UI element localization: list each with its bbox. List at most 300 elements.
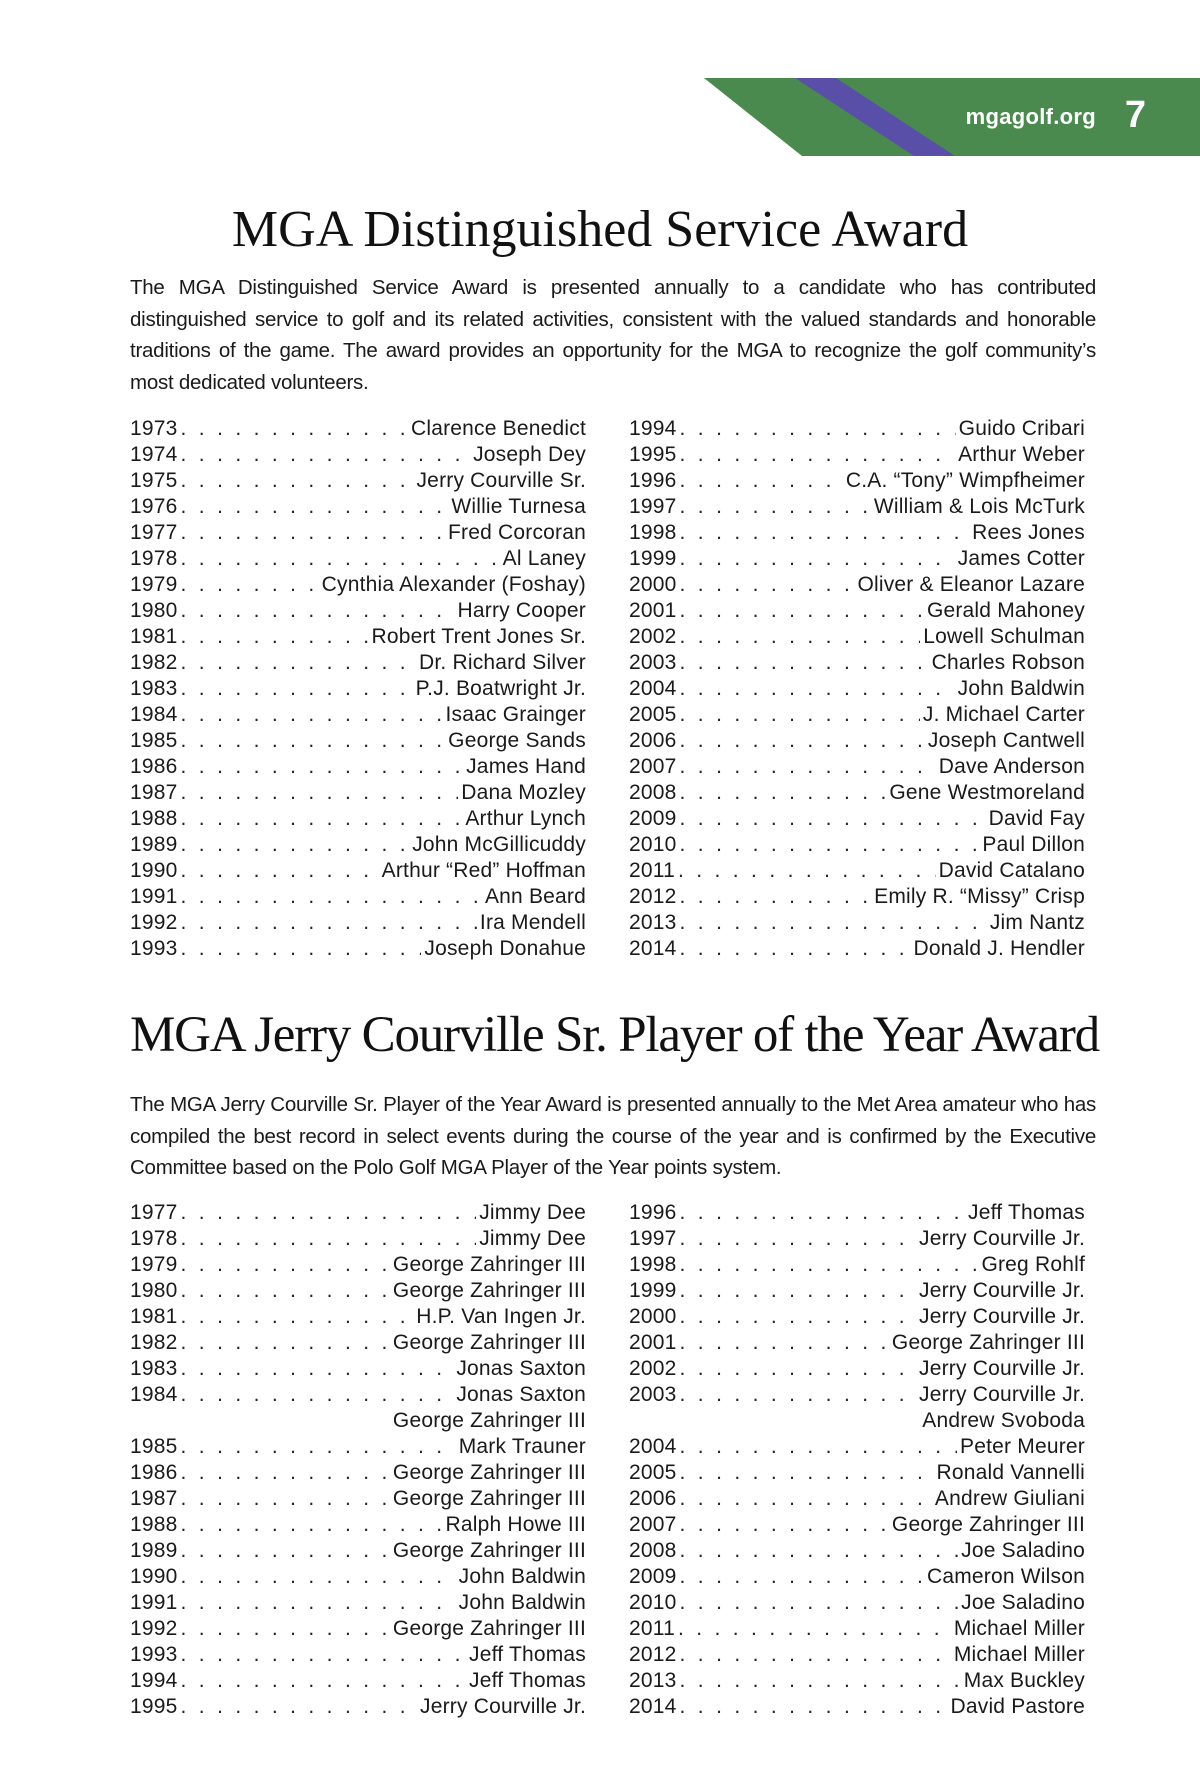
award-year: 1999: [629, 1279, 677, 1302]
list-item: [130, 832, 586, 858]
award-recipient: Jonas Saxton: [456, 1357, 586, 1380]
award-recipient: Clarence Benedict: [411, 417, 586, 440]
award-recipient: Arthur “Red” Hoffman: [381, 859, 586, 882]
award-year: 2002: [629, 625, 677, 648]
dot-leader: [680, 1590, 959, 1616]
dot-leader: [181, 1200, 477, 1226]
list-item: [629, 650, 1085, 676]
list-item: [629, 520, 1085, 546]
award-recipient: John Baldwin: [458, 1591, 586, 1614]
dot-leader: [680, 494, 871, 520]
list-item: [629, 1356, 1085, 1382]
list-item: [629, 442, 1085, 468]
list-item: [130, 1382, 586, 1408]
award-recipient: Jerry Courville Sr.: [416, 469, 586, 492]
award-year: 1973: [130, 417, 178, 440]
list-item: [629, 1434, 1085, 1460]
award-year: 1981: [130, 625, 178, 648]
award-year: 1994: [629, 417, 677, 440]
dot-leader: [680, 1252, 979, 1278]
award-year: 1975: [130, 469, 178, 492]
dot-leader: [680, 806, 986, 832]
list-item: [130, 650, 586, 676]
award-year: 2000: [629, 573, 677, 596]
list-item: [629, 1382, 1085, 1408]
list-item: [629, 1304, 1085, 1330]
award-year: 1988: [130, 807, 178, 830]
dot-leader: [181, 416, 408, 442]
list-item: [130, 1460, 586, 1486]
award-year: 2007: [629, 755, 677, 778]
list-item: [629, 780, 1085, 806]
dot-leader: [680, 1460, 934, 1486]
award-recipient: James Hand: [466, 755, 586, 778]
award-recipient: Cameron Wilson: [926, 1565, 1085, 1588]
dot-leader: [181, 650, 416, 676]
award-recipient: P.J. Boatwright Jr.: [415, 677, 586, 700]
award-recipient: George Sands: [448, 729, 586, 752]
dot-leader: [181, 1434, 456, 1460]
dot-leader: [680, 1564, 924, 1590]
award-recipient: Ralph Howe III: [445, 1513, 586, 1536]
award-year: 1982: [130, 1331, 178, 1354]
dot-leader: [181, 442, 471, 468]
award-recipient: George Zahringer III: [392, 1279, 586, 1302]
dot-leader: [680, 650, 929, 676]
dot-leader: [181, 572, 319, 598]
dot-leader: [680, 1486, 932, 1512]
list-item: [130, 1252, 586, 1278]
list-item: [629, 1330, 1085, 1356]
award-year: 1998: [629, 1253, 677, 1276]
list-item: [130, 910, 586, 936]
dot-leader: [181, 494, 449, 520]
award-recipient: Dana Mozley: [461, 781, 586, 804]
award-recipient: Ronald Vannelli: [936, 1461, 1085, 1484]
award-year: 2009: [629, 1565, 677, 1588]
award-recipient: Jeff Thomas: [968, 1201, 1085, 1224]
award-year: 2006: [629, 1487, 677, 1510]
award-year: 1999: [629, 547, 677, 570]
award-year: 1977: [130, 1201, 178, 1224]
award-year: 2011: [629, 1617, 675, 1640]
award-year: 1981: [130, 1305, 178, 1328]
award-recipient: Joseph Dey: [473, 443, 586, 466]
list-item: [130, 806, 586, 832]
dot-leader: [680, 1356, 916, 1382]
list-item: [130, 520, 586, 546]
award-recipient: Greg Rohlf: [981, 1253, 1085, 1276]
list-item: [629, 1512, 1085, 1538]
list-item: [130, 936, 586, 962]
list-item: [629, 624, 1085, 650]
award-recipient: Jimmy Dee: [479, 1201, 586, 1224]
award-recipient: Ira Mendell: [479, 911, 586, 934]
dot-leader: [181, 780, 459, 806]
award-year: 2013: [629, 1669, 677, 1692]
list-item: [130, 572, 586, 598]
award-year: 1976: [130, 495, 178, 518]
award-year: 1989: [130, 1539, 178, 1562]
award-year: 1994: [130, 1669, 178, 1692]
dot-leader: [181, 1486, 390, 1512]
award-year: 2005: [629, 1461, 677, 1484]
list-item: [130, 1616, 586, 1642]
award-year: 1990: [130, 859, 178, 882]
dot-leader: [181, 1694, 417, 1720]
dot-leader: [181, 520, 445, 546]
dot-leader: [181, 1330, 390, 1356]
list-item: [130, 1486, 586, 1512]
award-year: 2010: [629, 1591, 677, 1614]
award-year: 1979: [130, 573, 178, 596]
award-year: 2002: [629, 1357, 677, 1380]
award-year: 2009: [629, 807, 677, 830]
dot-leader: [680, 910, 987, 936]
list-item: [130, 1434, 586, 1460]
dot-leader: [181, 1460, 390, 1486]
award-year: 1986: [130, 755, 178, 778]
award-recipient: George Zahringer III: [392, 1331, 586, 1354]
dot-leader: [680, 1668, 961, 1694]
list-item: [629, 1590, 1085, 1616]
award-recipient: Jim Nantz: [989, 911, 1085, 934]
list-item: [629, 1226, 1085, 1252]
award-recipient: Max Buckley: [963, 1669, 1085, 1692]
dot-leader: [680, 728, 925, 754]
award-recipient: Michael Miller: [953, 1643, 1085, 1666]
award-recipient: Joseph Donahue: [424, 937, 586, 960]
award-year: 1995: [629, 443, 677, 466]
award-recipient: George Zahringer III: [392, 1409, 586, 1432]
award-recipient: Isaac Grainger: [445, 703, 586, 726]
dot-leader: [181, 1382, 454, 1408]
award-recipient: Al Laney: [502, 547, 586, 570]
list-item: [130, 884, 586, 910]
dot-leader: [680, 754, 936, 780]
award-year: 2004: [629, 1435, 677, 1458]
award-recipient: George Zahringer III: [392, 1461, 586, 1484]
dot-leader: [680, 1382, 916, 1408]
list-item: [130, 546, 586, 572]
list-item: [629, 572, 1085, 598]
list-item: [629, 416, 1085, 442]
award-recipient: John Baldwin: [458, 1565, 586, 1588]
list-item: [130, 1200, 586, 1226]
list-item: [130, 468, 586, 494]
award-year: 2001: [629, 1331, 677, 1354]
list-item: [130, 1278, 586, 1304]
award-recipient: Michael Miller: [953, 1617, 1085, 1640]
award-recipient: Andrew Giuliani: [934, 1487, 1085, 1510]
list-item: [130, 598, 586, 624]
dot-leader: [181, 624, 369, 650]
dot-leader: [678, 1616, 951, 1642]
list-item: [629, 728, 1085, 754]
award-year: 1990: [130, 1565, 178, 1588]
list-item: [629, 676, 1085, 702]
award-year: 1978: [130, 1227, 178, 1250]
list-item: [629, 1538, 1085, 1564]
section2-list-right: [629, 1200, 1085, 1720]
award-recipient: Donald J. Hendler: [913, 937, 1085, 960]
dot-leader: [680, 936, 911, 962]
section1-intro: The MGA Distinguished Service Award is presented annually to a candidate who has contributed distinguished service to golf and its related activities, consistent with the valued standards and honorable traditions of the game. The award provides an opportunity for the MGA to recognize the golf community’s most dedicated volunteers.: [130, 276, 1096, 394]
dot-leader: [680, 1226, 916, 1252]
list-item: [130, 1694, 586, 1720]
award-recipient: Peter Meurer: [960, 1435, 1085, 1458]
award-year: 1993: [130, 937, 178, 960]
award-recipient: Jerry Courville Jr.: [919, 1227, 1085, 1250]
list-item: [130, 728, 586, 754]
section1-list-right: [629, 416, 1085, 962]
dot-leader: [181, 1278, 390, 1304]
award-recipient: George Zahringer III: [392, 1539, 586, 1562]
dot-leader: [181, 728, 446, 754]
dot-leader: [680, 546, 955, 572]
award-year: 2003: [629, 651, 677, 674]
award-year: 1996: [629, 1201, 677, 1224]
award-year: 1992: [130, 1617, 178, 1640]
award-recipient: Charles Robson: [931, 651, 1085, 674]
award-year: 1998: [629, 521, 677, 544]
dot-leader: [181, 1356, 454, 1382]
dot-leader: [680, 1538, 959, 1564]
list-item: [130, 624, 586, 650]
award-recipient: Gerald Mahoney: [926, 599, 1085, 622]
award-year: 1993: [130, 1643, 178, 1666]
list-item: [629, 1408, 1085, 1434]
award-recipient: Jonas Saxton: [456, 1383, 586, 1406]
dot-leader: [680, 1642, 951, 1668]
award-recipient: Jerry Courville Jr.: [919, 1305, 1085, 1328]
list-item: [629, 1200, 1085, 1226]
section1-title: MGA Distinguished Service Award: [231, 201, 969, 258]
award-year: 2010: [629, 833, 677, 856]
list-item: [130, 1304, 586, 1330]
award-year: 1992: [130, 911, 178, 934]
dot-leader: [181, 1252, 390, 1278]
award-recipient: Jimmy Dee: [479, 1227, 586, 1250]
list-item: [130, 1642, 586, 1668]
dot-leader: [181, 1304, 414, 1330]
award-year: 2000: [629, 1305, 677, 1328]
list-item: [130, 1408, 586, 1434]
award-year: 1986: [130, 1461, 178, 1484]
list-item: [629, 1252, 1085, 1278]
dot-leader: [680, 1304, 916, 1330]
award-recipient: Arthur Lynch: [465, 807, 586, 830]
award-year: 1980: [130, 599, 178, 622]
list-item: [130, 780, 586, 806]
list-item: [130, 494, 586, 520]
list-item: [629, 1668, 1085, 1694]
dot-leader: [181, 858, 379, 884]
award-year: 1991: [130, 1591, 178, 1614]
award-recipient: George Zahringer III: [891, 1513, 1085, 1536]
dot-leader: [181, 1616, 390, 1642]
list-item: [629, 832, 1085, 858]
award-recipient: Robert Trent Jones Sr.: [371, 625, 586, 648]
award-recipient: Dave Anderson: [938, 755, 1085, 778]
dot-leader: [181, 1642, 466, 1668]
list-item: [130, 1564, 586, 1590]
award-recipient: Jeff Thomas: [469, 1643, 586, 1666]
list-item: [629, 546, 1085, 572]
list-item: [629, 598, 1085, 624]
section1-list-left: [130, 416, 586, 962]
award-recipient: Willie Turnesa: [451, 495, 586, 518]
dot-leader: [181, 702, 443, 728]
dot-leader: [181, 936, 422, 962]
award-year: 1984: [130, 1383, 178, 1406]
list-item: [130, 676, 586, 702]
award-recipient: Ann Beard: [484, 885, 586, 908]
list-item: [130, 1668, 586, 1694]
list-item: [629, 1486, 1085, 1512]
award-recipient: Cynthia Alexander (Foshay): [321, 573, 586, 596]
award-year: 2008: [629, 1539, 677, 1562]
award-year: 1997: [629, 1227, 677, 1250]
page-number: 7: [1124, 94, 1146, 136]
list-item: [130, 1590, 586, 1616]
award-year: 1980: [130, 1279, 178, 1302]
award-recipient: J. Michael Carter: [922, 703, 1085, 726]
dot-leader: [680, 520, 970, 546]
award-recipient: Joe Saladino: [961, 1539, 1085, 1562]
award-year: 2013: [629, 911, 677, 934]
section2-title: MGA Jerry Courville Sr. Player of the Year Award: [130, 1007, 1099, 1063]
list-item: [130, 1356, 586, 1382]
award-recipient: Dr. Richard Silver: [419, 651, 586, 674]
list-item: [629, 754, 1085, 780]
dot-leader: [680, 1200, 965, 1226]
dot-leader: [181, 1538, 390, 1564]
award-recipient: Harry Cooper: [457, 599, 586, 622]
dot-leader: [181, 598, 455, 624]
section2-list-left: [130, 1200, 586, 1720]
list-item: [629, 1642, 1085, 1668]
dot-leader: [680, 416, 956, 442]
award-recipient: Andrew Svoboda: [922, 1409, 1085, 1432]
dot-leader: [680, 1512, 889, 1538]
award-recipient: Paul Dillon: [982, 833, 1085, 856]
award-recipient: James Cotter: [957, 547, 1085, 570]
dot-leader: [680, 676, 955, 702]
award-recipient: Jerry Courville Jr.: [919, 1383, 1085, 1406]
award-year: 1978: [130, 547, 178, 570]
award-year: 2005: [629, 703, 677, 726]
dot-leader: [680, 1278, 916, 1304]
award-recipient: John Baldwin: [957, 677, 1085, 700]
award-year: 2012: [629, 1643, 677, 1666]
award-recipient: David Catalano: [938, 859, 1085, 882]
award-year: 1988: [130, 1513, 178, 1536]
award-year: 1977: [130, 521, 178, 544]
award-recipient: Mark Trauner: [458, 1435, 586, 1458]
dot-leader: [181, 1590, 456, 1616]
award-year: 1985: [130, 1435, 178, 1458]
award-year: 2014: [629, 1695, 677, 1718]
award-recipient: John McGillicuddy: [412, 833, 586, 856]
list-item: [629, 1278, 1085, 1304]
list-item: [130, 754, 586, 780]
dot-leader: [680, 442, 956, 468]
dot-leader: [181, 1668, 466, 1694]
list-item: [130, 1226, 586, 1252]
list-item: [629, 936, 1085, 962]
award-recipient: Guido Cribari: [958, 417, 1085, 440]
list-item: [629, 494, 1085, 520]
award-recipient: George Zahringer III: [392, 1253, 586, 1276]
award-year: 1984: [130, 703, 178, 726]
award-recipient: Lowell Schulman: [923, 625, 1085, 648]
dot-leader: [680, 1694, 948, 1720]
dot-leader: [680, 1434, 958, 1460]
dot-leader: [680, 598, 924, 624]
list-item: [130, 416, 586, 442]
award-recipient: Gene Westmoreland: [889, 781, 1085, 804]
dot-leader: [181, 806, 463, 832]
award-year: 1982: [130, 651, 178, 674]
dot-leader: [680, 572, 855, 598]
dot-leader: [678, 858, 936, 884]
list-item: [629, 702, 1085, 728]
dot-leader: [181, 1512, 443, 1538]
award-recipient: George Zahringer III: [392, 1487, 586, 1510]
award-year: 1991: [130, 885, 178, 908]
dot-leader: [181, 1226, 477, 1252]
award-recipient: H.P. Van Ingen Jr.: [416, 1305, 586, 1328]
award-year: 1995: [130, 1695, 178, 1718]
list-item: [629, 1616, 1085, 1642]
award-recipient: George Zahringer III: [891, 1331, 1085, 1354]
dot-leader: [181, 546, 500, 572]
award-recipient: Joe Saladino: [961, 1591, 1085, 1614]
award-year: 1974: [130, 443, 178, 466]
list-item: [629, 468, 1085, 494]
list-item: [629, 806, 1085, 832]
list-item: [130, 1538, 586, 1564]
dot-leader: [181, 832, 410, 858]
award-recipient: Oliver & Eleanor Lazare: [857, 573, 1085, 596]
dot-leader: [181, 1564, 456, 1590]
dot-leader: [680, 702, 920, 728]
dot-leader: [181, 676, 413, 702]
award-recipient: William & Lois McTurk: [873, 495, 1085, 518]
list-item: [130, 1512, 586, 1538]
list-item: [629, 858, 1085, 884]
award-year: 2007: [629, 1513, 677, 1536]
list-item: [629, 910, 1085, 936]
dot-leader: [680, 1330, 889, 1356]
site-url[interactable]: mgagolf.org: [965, 104, 1096, 129]
award-recipient: Arthur Weber: [958, 443, 1085, 466]
award-year: 1987: [130, 781, 178, 804]
award-year: 2014: [629, 937, 677, 960]
award-year: 1979: [130, 1253, 178, 1276]
award-recipient: C.A. “Tony” Wimpfheimer: [845, 469, 1085, 492]
award-recipient: David Fay: [988, 807, 1085, 830]
award-year: 2008: [629, 781, 677, 804]
section2-intro: The MGA Jerry Courville Sr. Player of the Year Award is presented annually to the Met Area amateur who has compiled the best record in select events during the course of the year and is confirmed by the Executive Committee based on the Polo Golf MGA Player of the Year points system.: [130, 1093, 1096, 1179]
dot-leader: [680, 624, 921, 650]
dot-leader: [680, 884, 872, 910]
award-year: 2001: [629, 599, 677, 622]
award-recipient: Fred Corcoran: [448, 521, 586, 544]
dot-leader: [181, 884, 482, 910]
list-item: [629, 884, 1085, 910]
